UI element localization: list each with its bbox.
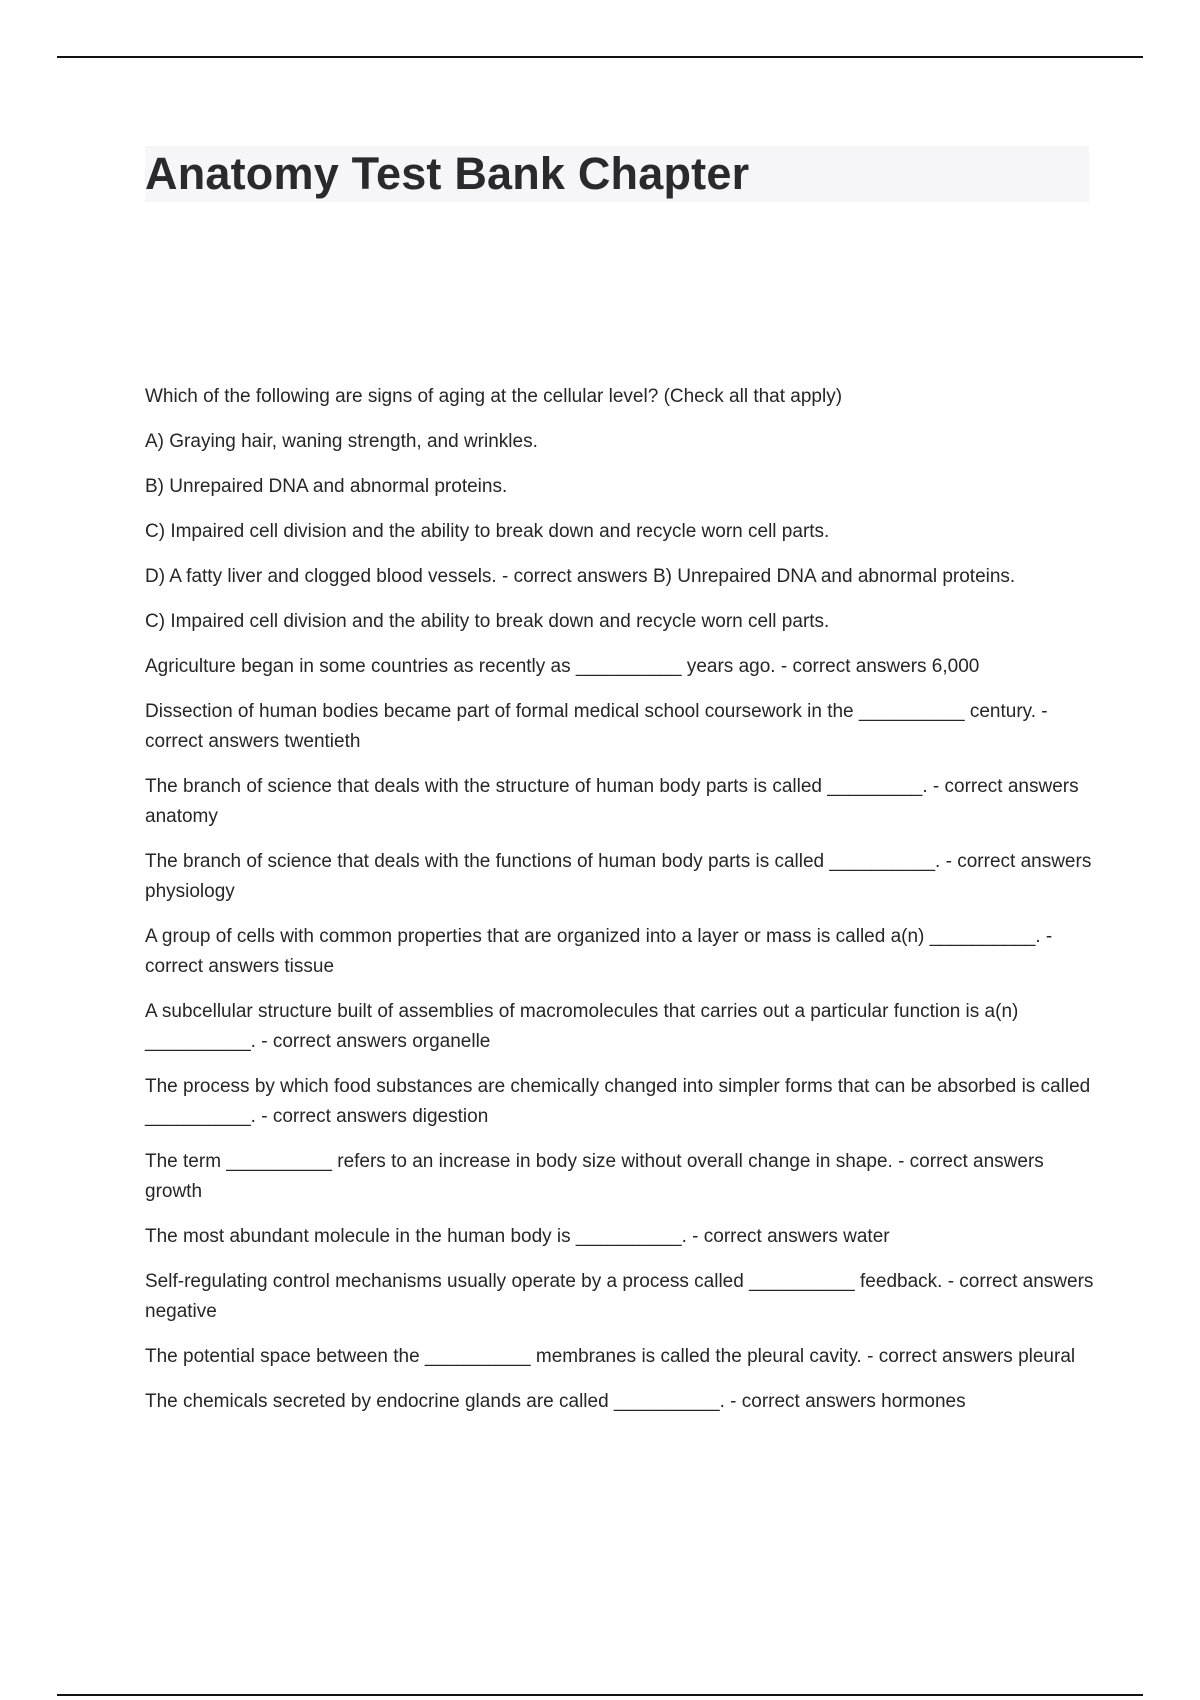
answer-continuation: C) Impaired cell division and the ability to break down and recycle worn cell parts. — [145, 611, 830, 632]
question-physiology: The branch of science that deals with the functions of human body parts is called __________. - correct answers physiology — [145, 851, 1092, 902]
question-negative-feedback: Self-regulating control mechanisms usually operate by a process called __________ feedback. - correct answers negative — [145, 1271, 1094, 1322]
bottom-rule — [57, 1694, 1143, 1696]
question-tissue: A group of cells with common properties that are organized into a layer or mass is called a(n) __________. - correct answers tissue — [145, 926, 1053, 977]
page-title: Anatomy Test Bank Chapter — [145, 148, 750, 199]
question-pleural: The potential space between the __________ membranes is called the pleural cavity. - correct answers pleural — [145, 1346, 1076, 1367]
question-anatomy: The branch of science that deals with the structure of human body parts is called _________. - correct answers anatomy — [145, 776, 1079, 827]
question-aging-prompt: Which of the following are signs of aging at the cellular level? (Check all that apply) — [145, 386, 843, 407]
question-organelle: A subcellular structure built of assemblies of macromolecules that carries out a particular function is a(n) __________. - correct answers organelle — [145, 1001, 1019, 1052]
question-growth: The term __________ refers to an increase in body size without overall change in shape. - correct answers growth — [145, 1151, 1044, 1202]
top-rule — [57, 56, 1143, 58]
option-c: C) Impaired cell division and the ability to break down and recycle worn cell parts. — [145, 521, 830, 542]
question-digestion: The process by which food substances are chemically changed into simpler forms that can be absorbed is called __________. - correct answers digestion — [145, 1076, 1091, 1127]
question-list — [145, 382, 1095, 1432]
option-d-with-answer: D) A fatty liver and clogged blood vessels. - correct answers B) Unrepaired DNA and abnormal proteins. — [145, 566, 1016, 587]
option-b: B) Unrepaired DNA and abnormal proteins. — [145, 476, 508, 497]
question-dissection: Dissection of human bodies became part of formal medical school coursework in the __________ century. - correct answers twentieth — [145, 701, 1048, 752]
question-agriculture: Agriculture began in some countries as recently as __________ years ago. - correct answers 6,000 — [145, 656, 980, 677]
option-a: A) Graying hair, waning strength, and wrinkles. — [145, 431, 538, 452]
question-hormones: The chemicals secreted by endocrine glands are called __________. - correct answers hormones — [145, 1391, 966, 1412]
question-water: The most abundant molecule in the human body is __________. - correct answers water — [145, 1226, 890, 1247]
